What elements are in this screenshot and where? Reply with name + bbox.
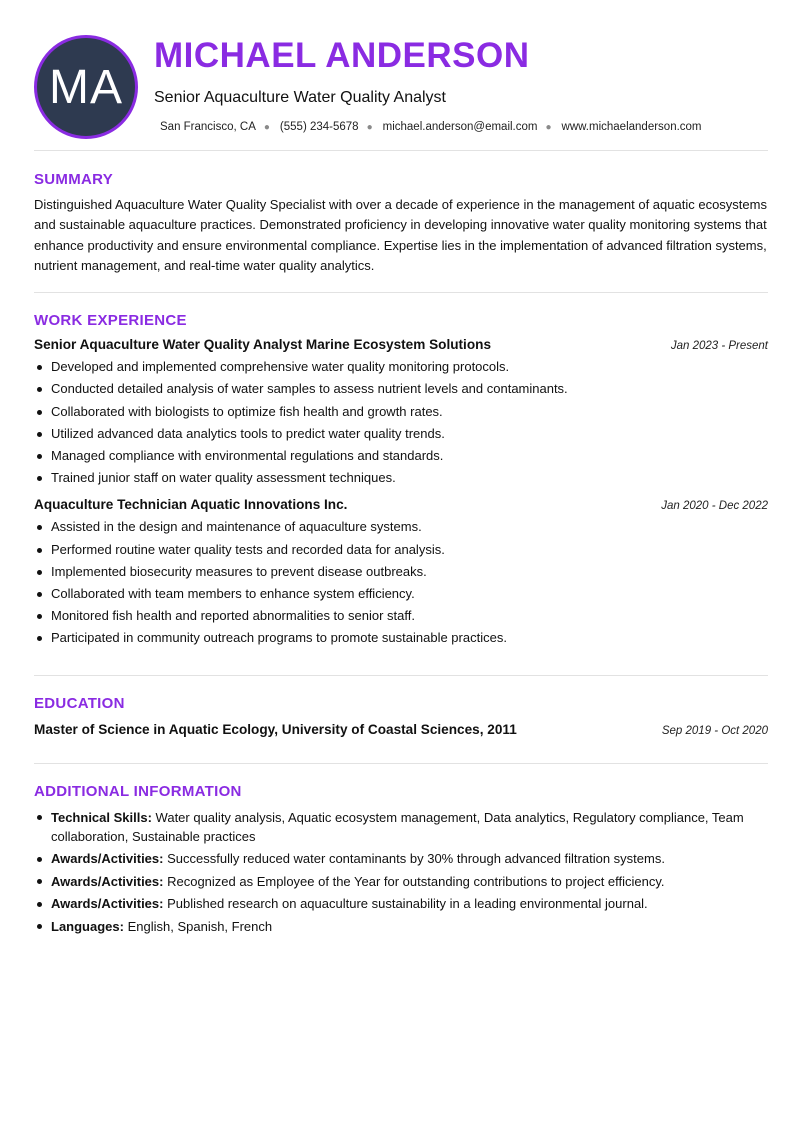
list-item: Conducted detailed analysis of water samples to assess nutrient levels and contaminants. <box>34 378 768 400</box>
list-item: Developed and implemented comprehensive water quality monitoring protocols. <box>34 356 768 378</box>
section-title-summary: SUMMARY <box>34 171 114 188</box>
list-item <box>34 849 768 869</box>
list-item <box>34 872 768 892</box>
list-item: Collaborated with team members to enhance system efficiency. <box>34 583 768 605</box>
contact-email[interactable]: michael.anderson@email.com <box>382 121 538 133</box>
info-text: Recognized as Employee of the Year for outstanding contributions to project efficiency. <box>167 873 665 889</box>
separator-dot-icon: ● <box>263 121 270 133</box>
job-bullets <box>34 356 768 489</box>
list-item: Collaborated with biologists to optimize fish health and growth rates. <box>34 401 768 423</box>
section-title-education: EDUCATION <box>34 694 125 712</box>
list-item <box>34 808 768 847</box>
info-label: Technical Skills: <box>51 809 152 825</box>
avatar <box>34 35 138 139</box>
job-dates: Jan 2023 - Present <box>670 340 768 353</box>
job-role: Aquaculture Technician Aquatic Innovations Inc. <box>34 497 348 513</box>
summary-text: Distinguished Aquaculture Water Quality Specialist with over a decade of experience in the management of aquatic ecosystems and sustainable aquaculture practices. Demonstrated proficiency in developing innovative water quality monitoring systems that enhance productivity and ensure environmental compliance. Expertise lies in the implementation of advanced filtration systems, nutrient management, and real-time water quality analytics. <box>34 197 767 273</box>
info-label: Awards/Activities: <box>51 851 164 867</box>
list-item: Utilized advanced data analytics tools to predict water quality trends. <box>34 423 768 445</box>
job-role: Senior Aquaculture Water Quality Analyst Marine Ecosystem Solutions <box>34 337 492 353</box>
contact-phone[interactable]: (555) 234-5678 <box>279 121 359 133</box>
list-item: Assisted in the design and maintenance of aquaculture systems. <box>34 516 768 538</box>
contact-bar <box>160 121 702 133</box>
experience-section <box>34 293 768 675</box>
job-header <box>34 337 768 352</box>
education-dates: Sep 2019 - Oct 2020 <box>661 724 768 737</box>
summary-section <box>34 151 768 293</box>
info-text: Successfully reduced water contaminants by 30% through advanced filtration systems. <box>167 851 665 867</box>
info-text: Published research on aquaculture sustainability in a leading environmental journal. <box>167 896 648 912</box>
list-item: Trained junior staff on water quality assessment techniques. <box>34 467 768 489</box>
section-title-additional: ADDITIONAL INFORMATION <box>34 782 242 800</box>
section-title-experience: WORK EXPERIENCE <box>34 312 187 330</box>
job-dates: Jan 2020 - Dec 2022 <box>661 500 768 513</box>
list-item: Performed routine water quality tests and recorded data for analysis. <box>34 539 768 561</box>
education-degree: Master of Science in Aquatic Ecology, University of Coastal Sciences, 2011 <box>34 721 517 737</box>
info-text: English, Spanish, French <box>127 918 273 934</box>
separator-dot-icon: ● <box>366 121 373 133</box>
info-label: Awards/Activities: <box>51 896 164 912</box>
list-item: Participated in community outreach programs to promote sustainable practices. <box>34 627 768 649</box>
list-item <box>34 917 768 937</box>
job-bullets <box>34 516 768 649</box>
list-item: Monitored fish health and reported abnormalities to senior staff. <box>34 605 768 627</box>
contact-location: San Francisco, CA <box>160 121 256 133</box>
resume-page <box>34 0 768 939</box>
info-label: Awards/Activities: <box>51 873 164 889</box>
contact-website[interactable]: www.michaelanderson.com <box>561 121 702 133</box>
job-entry <box>34 337 768 489</box>
additional-section <box>34 764 768 936</box>
list-item: Implemented biosecurity measures to prevent disease outbreaks. <box>34 561 768 583</box>
additional-list <box>34 808 768 936</box>
job-header <box>34 497 768 512</box>
separator-dot-icon: ● <box>545 121 552 133</box>
info-label: Languages: <box>51 918 124 934</box>
education-entry <box>34 722 768 737</box>
candidate-name: MICHAEL ANDERSON <box>154 36 530 75</box>
info-text: Water quality analysis, Aquatic ecosystem management, Data analytics, Regulatory compliance, Team collaboration, Sustainable practices <box>51 809 744 845</box>
list-item <box>34 894 768 914</box>
list-item: Managed compliance with environmental regulations and standards. <box>34 445 768 467</box>
avatar-initials: MA <box>49 60 123 114</box>
job-entry <box>34 497 768 649</box>
education-section <box>34 676 768 764</box>
candidate-title: Senior Aquaculture Water Quality Analyst <box>154 89 446 106</box>
resume-header <box>34 0 768 151</box>
